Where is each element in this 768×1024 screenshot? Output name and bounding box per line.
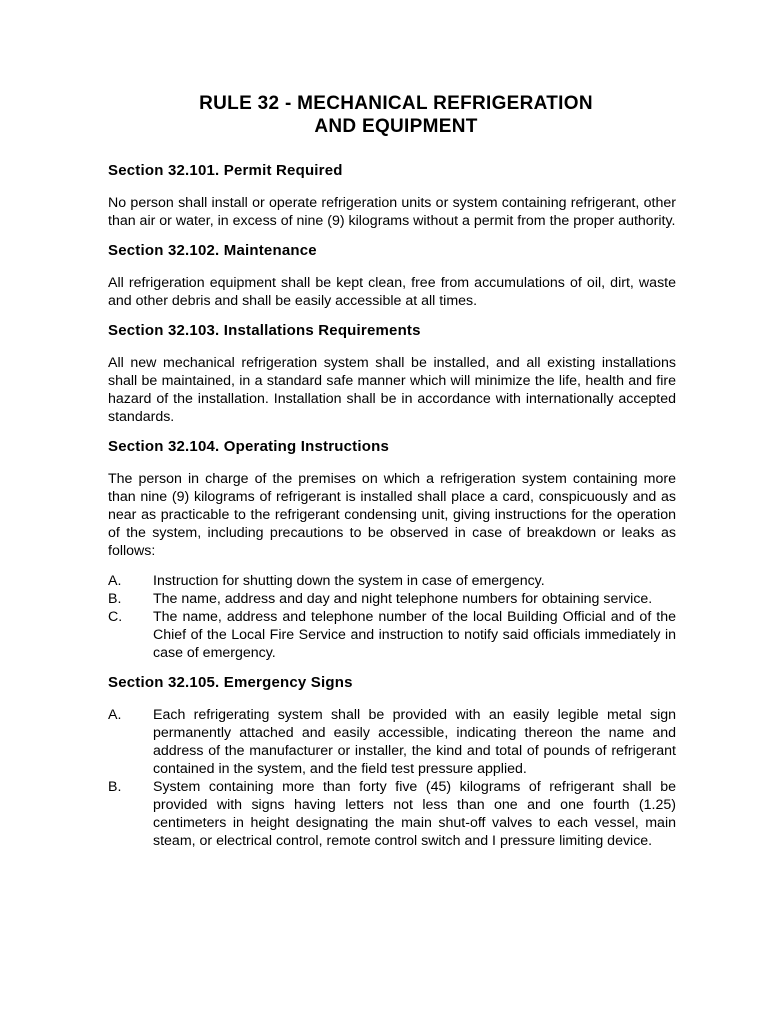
instruction-list <box>108 572 676 662</box>
section-heading: Section 32.104. Operating Instructions <box>108 438 390 455</box>
list-marker: A. <box>108 707 122 723</box>
section-32-103 <box>108 322 676 426</box>
section-heading: Section 32.102. Maintenance <box>108 242 317 259</box>
list-marker: C. <box>108 609 123 625</box>
title-line-2: AND EQUIPMENT <box>314 116 478 137</box>
list-item-text: System containing more than forty five (45) kilograms of refrigerant shall be provided with signs having letters not less than one and one fourth (1.25) centimeters in height designating the main shut-off valves to each vessel, main steam, or electrical control, remote control switch and I pressure limiting device. <box>153 779 676 849</box>
section-paragraph: All refrigeration equipment shall be kept clean, free from accumulations of oil, dirt, waste and other debris and shall be easily accessible at all times. <box>108 275 676 309</box>
list-item <box>108 608 676 662</box>
emergency-signs-list <box>108 706 676 850</box>
section-32-104 <box>108 438 676 662</box>
list-item-text: The name, address and day and night telephone numbers for obtaining service. <box>153 591 653 607</box>
section-32-105 <box>108 674 676 850</box>
list-marker: A. <box>108 573 122 589</box>
section-paragraph: No person shall install or operate refrigeration units or system containing refrigerant, other than air or water, in excess of nine (9) kilograms without a permit from the proper authority. <box>108 195 676 229</box>
section-heading: Section 32.101. Permit Required <box>108 162 343 179</box>
document-title <box>108 92 676 138</box>
list-marker: B. <box>108 779 122 795</box>
section-paragraph: All new mechanical refrigeration system shall be installed, and all existing installations shall be maintained, in a standard safe manner which will minimize the life, health and fire hazard of the installation. Installation shall be in accordance with internationally accepted standards. <box>108 355 676 425</box>
list-item <box>108 706 676 778</box>
section-32-101 <box>108 162 676 230</box>
list-item <box>108 778 676 850</box>
section-heading: Section 32.103. Installations Requirements <box>108 322 421 339</box>
list-item-text: Each refrigerating system shall be provided with an easily legible metal sign permanently attached and easily accessible, indicating thereon the name and address of the manufacturer or installer, the kind and total of pounds of refrigerant contained in the system, and the field test pressure applied. <box>153 707 676 777</box>
list-item <box>108 572 676 590</box>
title-line-1: RULE 32 - MECHANICAL REFRIGERATION <box>199 93 593 114</box>
list-item-text: Instruction for shutting down the system in case of emergency. <box>153 573 545 589</box>
section-paragraph: The person in charge of the premises on which a refrigeration system containing more than nine (9) kilograms of refrigerant is installed shall place a card, conspicuously and as near as practicable to the refrigerant condensing unit, giving instructions for the operation of the system, including precautions to be observed in case of breakdown or leaks as follows: <box>108 471 676 559</box>
list-marker: B. <box>108 591 122 607</box>
section-heading: Section 32.105. Emergency Signs <box>108 674 353 691</box>
list-item-text: The name, address and telephone number of the local Building Official and of the Chief of the Local Fire Service and instruction to notify said officials immediately in case of emergency. <box>153 609 676 661</box>
section-32-102 <box>108 242 676 310</box>
list-item <box>108 590 676 608</box>
